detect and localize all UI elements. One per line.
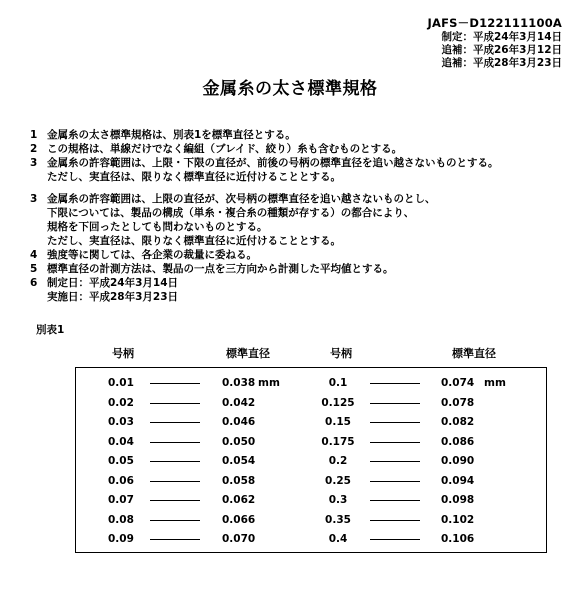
diameter-cell: 0.102 <box>441 513 475 526</box>
clause-number: 2 <box>30 143 38 155</box>
diameter-cell: 0.066 <box>222 513 256 526</box>
clause-number: 4 <box>30 249 38 261</box>
gauge-cell: 0.35 <box>325 513 351 526</box>
leader-line <box>150 442 200 443</box>
leader-line <box>370 481 420 482</box>
leader-line <box>370 520 420 521</box>
table-label: 別表1 <box>36 324 65 336</box>
leader-line <box>150 461 200 462</box>
clause-item <box>30 276 570 304</box>
gauge-cell: 0.06 <box>108 474 134 487</box>
gauge-cell: 0.08 <box>108 513 134 526</box>
gauge-cell: 0.25 <box>325 474 351 487</box>
diameter-cell: 0.090 <box>441 455 475 467</box>
leader-line <box>150 520 200 521</box>
unit-label: mm <box>484 377 506 389</box>
leader-line <box>370 539 420 540</box>
leader-line <box>150 481 200 482</box>
leader-line <box>370 383 420 384</box>
diameter-cell: 0.078 <box>441 396 475 409</box>
clause-text: 金属糸の許容範囲は、上限の直径が、次号柄の標準直径を追い越さないものとし、 下限については、製品の構成（単糸・複合糸の種類が存する）の都合により、 規格を下回ったとしても問わないものとする。 ただし、実直径は、限りなく標準直径に近付けることとする。 <box>47 193 436 247</box>
clause-item <box>30 142 570 156</box>
gauge-cell: 0.02 <box>108 396 134 409</box>
clause-item <box>30 156 570 184</box>
gauge-cell: 0.1 <box>328 377 348 389</box>
gauge-cell: 0.125 <box>321 396 355 409</box>
clause-number: 5 <box>30 263 38 275</box>
diameter-cell: 0.062 <box>222 494 256 506</box>
leader-line <box>370 461 420 462</box>
clause-number: 1 <box>30 129 38 141</box>
diameter-cell: 0.094 <box>441 474 475 487</box>
gauge-cell: 0.4 <box>328 533 348 545</box>
supplement-date-1: 追補：平成26年3月12日 <box>441 44 562 56</box>
diameter-cell: 0.074 <box>441 377 475 389</box>
diameter-cell: 0.098 <box>441 494 475 506</box>
gauge-cell: 0.15 <box>325 416 351 428</box>
column-header-diameter: 標準直径 <box>226 347 270 360</box>
clause-item <box>30 128 570 142</box>
clause-item <box>30 248 570 262</box>
leader-line <box>370 500 420 501</box>
gauge-cell: 0.175 <box>321 435 355 448</box>
gauge-cell: 0.03 <box>108 416 134 428</box>
clause-number: 3 <box>30 157 38 169</box>
diameter-cell: 0.050 <box>222 435 256 448</box>
leader-line <box>150 403 200 404</box>
clause-item <box>30 192 570 248</box>
clause-text: 標準直径の計測方法は、製品の一点を三方向から計測した平均値とする。 <box>47 263 394 275</box>
clause-text: 金属糸の許容範囲は、上限・下限の直径が、前後の号柄の標準直径を追い越さないものとする。 ただし、実直径は、限りなく標準直径に近付けることとする。 <box>47 157 499 183</box>
standard-table <box>75 367 547 553</box>
diameter-cell: 0.058 <box>222 474 256 487</box>
diameter-cell: 0.106 <box>441 533 475 545</box>
unit-label: mm <box>258 377 280 389</box>
leader-line <box>150 500 200 501</box>
clause-number: 6 <box>30 277 38 289</box>
column-header-gauge: 号柄 <box>112 347 134 360</box>
gauge-cell: 0.09 <box>108 533 134 545</box>
diameter-cell: 0.046 <box>222 416 256 428</box>
diameter-cell: 0.042 <box>222 396 256 409</box>
clause-text: この規格は、単線だけでなく編組（ブレイド、絞り）糸も含むものとする。 <box>47 143 403 155</box>
gauge-cell: 0.07 <box>108 494 134 506</box>
leader-line <box>370 442 420 443</box>
clause-text: 強度等に関しては、各企業の裁量に委ねる。 <box>47 249 257 261</box>
clause-item <box>30 262 570 276</box>
clause-number: 3 <box>30 193 38 205</box>
supplement-date-2: 追補：平成28年3月23日 <box>441 57 562 69</box>
document-title: 金属糸の太さ標準規格 <box>202 79 378 99</box>
leader-line <box>150 422 200 423</box>
column-header-gauge: 号柄 <box>330 347 352 360</box>
gauge-cell: 0.05 <box>108 455 134 467</box>
gauge-cell: 0.2 <box>328 455 348 467</box>
clause-text: 制定日：平成24年3月14日 実施日：平成28年3月23日 <box>47 277 179 303</box>
diameter-cell: 0.038 <box>222 377 256 389</box>
leader-line <box>370 422 420 423</box>
document-header <box>428 15 562 70</box>
gauge-cell: 0.01 <box>108 377 134 389</box>
document-code: JAFS－D122111100A <box>427 16 562 30</box>
diameter-cell: 0.086 <box>441 435 475 448</box>
diameter-cell: 0.070 <box>222 533 256 545</box>
leader-line <box>150 539 200 540</box>
clause-list <box>30 128 570 304</box>
leader-line <box>150 383 200 384</box>
clause-text: 金属糸の太さ標準規格は、別表1を標準直径とする。 <box>47 129 296 141</box>
spacer <box>30 184 570 192</box>
leader-line <box>370 403 420 404</box>
gauge-cell: 0.3 <box>328 494 348 506</box>
enactment-date: 制定：平成24年3月14日 <box>441 31 562 43</box>
column-header-diameter: 標準直径 <box>452 347 496 360</box>
gauge-cell: 0.04 <box>108 435 134 448</box>
diameter-cell: 0.082 <box>441 416 475 428</box>
diameter-cell: 0.054 <box>222 455 256 467</box>
